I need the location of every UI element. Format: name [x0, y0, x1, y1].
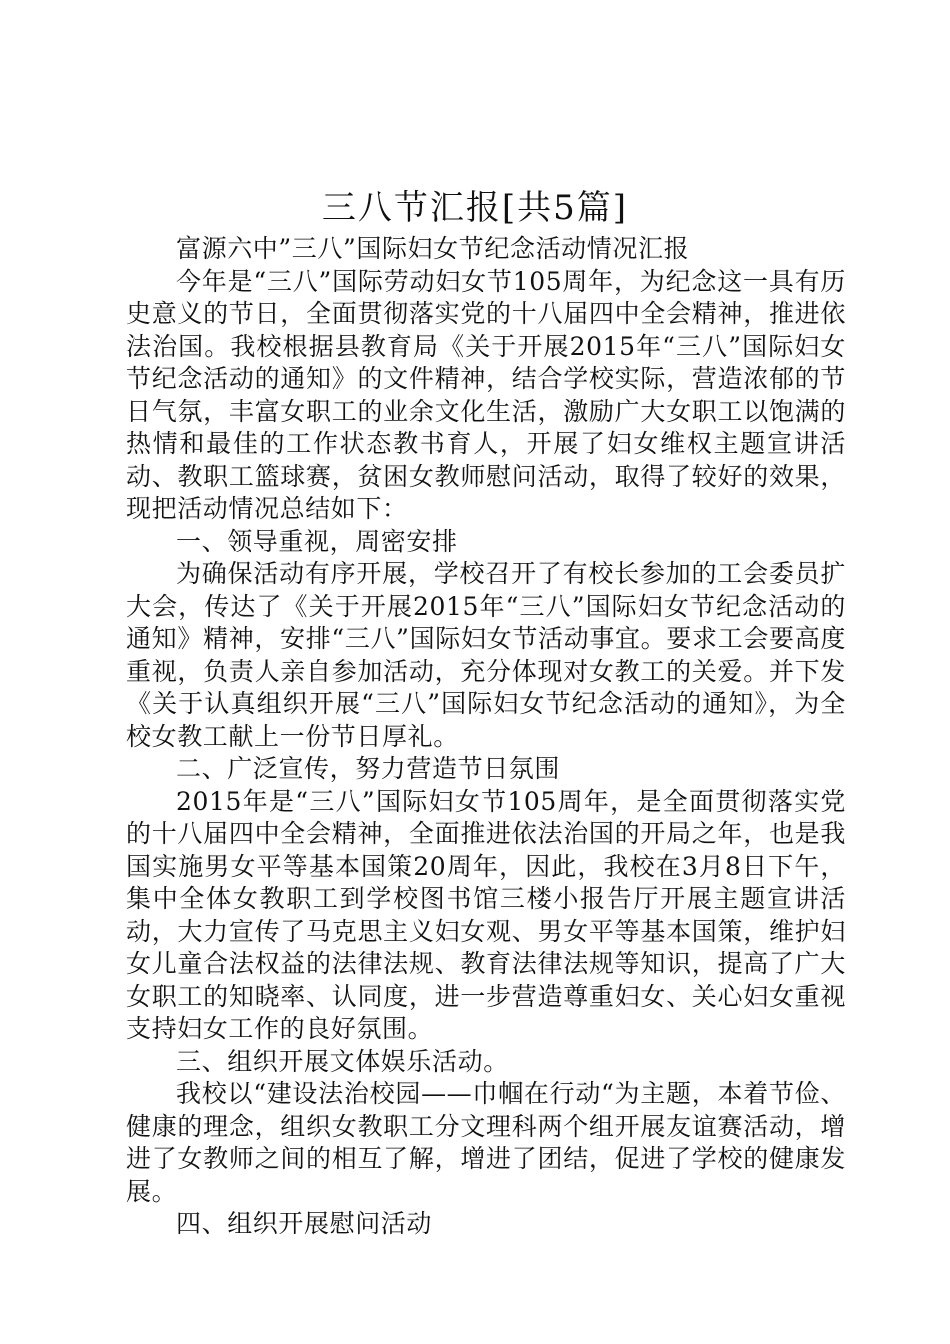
document-title: 三八节汇报[共5篇]: [321, 188, 629, 228]
section-heading-3: 三、组织开展文体娱乐活动。: [176, 1046, 509, 1076]
report-heading: 富源六中”三八”国际妇女节纪念活动情况汇报: [176, 234, 690, 263]
section-heading-4: 四、组织开展慰问活动: [176, 1209, 433, 1238]
section-heading-2: 二、广泛宣传，努力营造节日氛围: [176, 754, 561, 783]
section-paragraph-3: 我校以“建设法治校园——巾帼在行动“为主题，本着节俭、健康的理念，组织女教职工分文理科两个组开展友谊赛活动，增进了女教师之间的相互了解，增进了团结，促进了学校的健康发展。: [126, 1079, 846, 1206]
document-body: [126, 233, 846, 1241]
section-paragraph-1: 为确保活动有序开展，学校召开了有校长参加的工会委员扩大会，传达了《关于开展2015年“三八”国际妇女节纪念活动的通知》精神，安排“三八”国际妇女节活动事宜。要求工会要高度重视，负责人亲自参加活动，充分体现对女教工的关爱。并下发《关于认真组织开展“三八”国际妇女节纪念活动的通知》，为全校女教工献上一份节日厚礼。: [126, 559, 846, 751]
section-paragraph-2: 2015年是“三八”国际妇女节105周年，是全面贯彻落实党的十八届四中全会精神，全面推进依法治国的开局之年，也是我国实施男女平等基本国策20周年，因此，我校在3月8日下午，集中全体女教职工到学校图书馆三楼小报告厅开展主题宣讲活动，大力宣传了马克思主义妇女观、男女平等基本国策，维护妇女儿童合法权益的法律法规、教育法律法规等知识，提高了广大女职工的知晓率、认同度，进一步营造尊重妇女、关心妇女重视支持妇女工作的良好氛围。: [126, 786, 846, 1043]
intro-paragraph: 今年是“三八”国际劳动妇女节105周年，为纪念这一具有历史意义的节日，全面贯彻落实党的十八届四中全会精神，推进依法治国。我校根据县教育局《关于开展2015年“三八”国际妇女节纪念活动的通知》的文件精神，结合学校实际，营造浓郁的节日气氛，丰富女职工的业余文化生活，激励广大女职工以饱满的热情和最佳的工作状态教书育人，开展了妇女维权主题宣讲活动、教职工篮球赛，贫困女教师慰问活动，取得了较好的效果，现把活动情况总结如下：: [126, 266, 846, 523]
section-heading-1: 一、领导重视，周密安排: [176, 526, 458, 556]
